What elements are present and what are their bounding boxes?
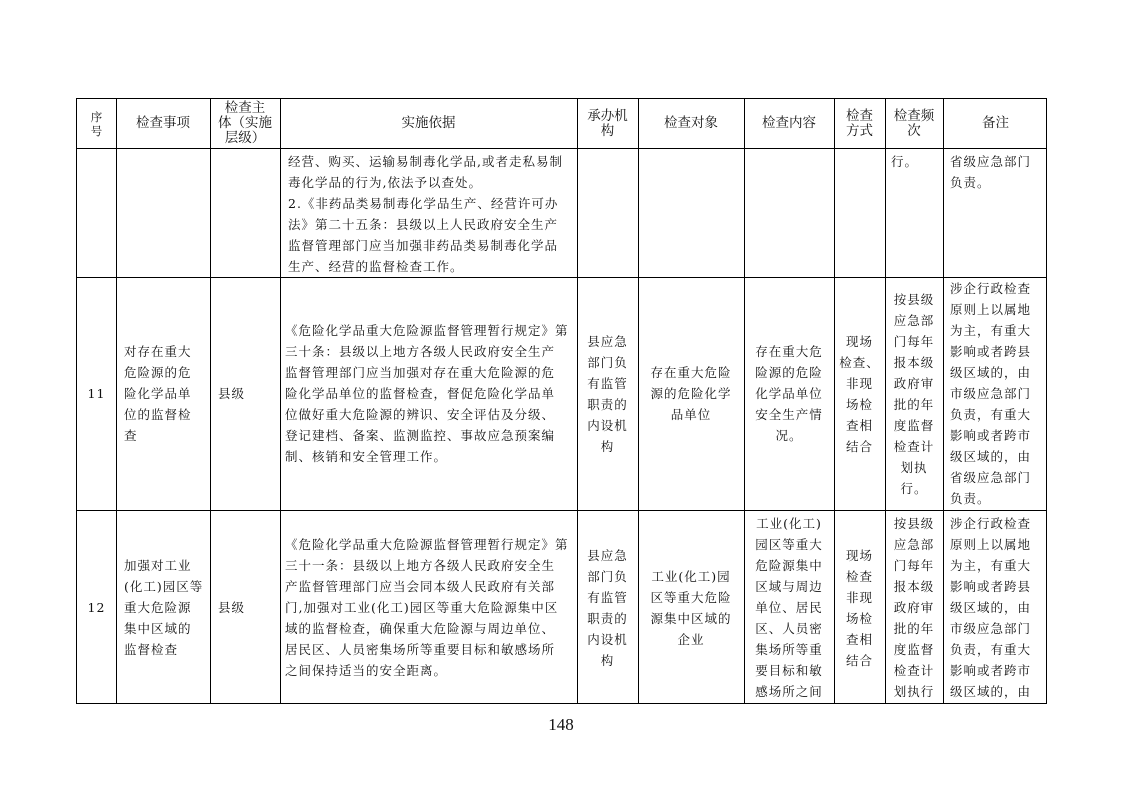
header-freq: 检查频 次: [893, 107, 935, 139]
row-cont-note: 省级应急部门 负责。: [950, 154, 1032, 190]
row11-note: 涉企行政检查 原则上以属地 为主，有重大 影响或者跨县 级区域的，由 市级应急部门 负责，有重大 影响或者跨市 级区域的，由 省级应急部门 负责。: [950, 281, 1032, 506]
inspection-table: [76, 98, 1047, 704]
row12-subject: 县级: [218, 600, 246, 615]
row12-seq: 12: [87, 600, 106, 615]
row-cont-basis: 经营、购买、运输易制毒化学品,或者走私易制 毒化学品的行为,依法予以查处。 2.《非药品类易制毒化学品生产、经营许可办 法》第二十五条：县级以上人民政府安全生产 监督管理部门应当加强非药品类易制毒化学品 生产、经营的监督检查工作。: [288, 154, 563, 274]
row11-method: 现场 检查、 非现 场检 查相 结合: [839, 333, 880, 454]
row11-content: 存在重大危 险源的危险 化学品单位 安全生产情 况。: [755, 344, 823, 443]
header-org: 承办机 构: [587, 107, 628, 139]
header-subject: 检查主 体（实施 层级）: [218, 100, 272, 146]
row-divider: [77, 148, 1046, 149]
header-note: 备注: [982, 115, 1009, 131]
header-seq: 序 号: [90, 109, 103, 138]
row12-note: 涉企行政检查 原则上以属地 为主，有重大 影响或者跨县 级区域的，由 市级应急部门 负责，有重大 影响或者跨市 级区域的，由: [950, 516, 1032, 699]
column-divider: [210, 99, 211, 703]
row12-content: 工业(化工) 园区等重大 危险源集中 区域与周边 单位、居民 区、人员密 集场所等重 要目标和敏 感场所之间: [755, 516, 823, 699]
header-content: 检查内容: [762, 115, 816, 131]
header-basis: 实施依据: [401, 115, 456, 131]
row11-freq: 按县级 应急部 门每年 报本级 政府审 批的年 度监督 检查计 划执 行。: [893, 291, 935, 496]
header-item: 检查事项: [136, 115, 190, 131]
header-method: 检查 方式: [846, 107, 873, 139]
row11-subject: 县级: [218, 386, 246, 401]
row11-seq: 11: [87, 386, 106, 401]
row-cont-freq: 行。: [891, 154, 919, 169]
column-divider: [116, 99, 117, 703]
column-divider: [280, 99, 281, 703]
row12-method: 现场 检查 非现 场检 查相 结合: [845, 547, 873, 668]
header-object: 检查对象: [664, 115, 718, 131]
page-number: 148: [548, 715, 574, 734]
row12-basis: 《危险化学品重大危险源监督管理暂行规定》第 三十一条：县级以上地方各级人民政府安全生 产监督管理部门应当会同本级人民政府有关部 门,加强对工业(化工)园区等重大危险源集中区 域的监督检查，确保重大危险源与周边单位、 居民区、人员密集场所等重要目标和敏感场所 之间保持适当的安全距离。: [285, 537, 569, 678]
row11-org: 县应急 部门负 有监管 职责的 内设机 构: [587, 333, 628, 454]
column-divider: [943, 99, 944, 703]
row11-item: 对存在重大 危险源的危 险化学品单 位的监督检 查: [124, 344, 192, 443]
row12-object: 工业(化工)园 区等重大危险 源集中区域的 企业: [650, 568, 732, 647]
row12-freq: 按县级 应急部 门每年 报本级 政府审 批的年 度监督 检查计 划执行: [893, 516, 935, 699]
row11-object: 存在重大危险 源的危险化学 品单位: [650, 365, 732, 422]
row12-item: 加强对工业 (化工)园区等 重大危险源 集中区域的 监督检查: [124, 558, 204, 657]
row12-org: 县应急 部门负 有监管 职责的 内设机 构: [587, 547, 628, 668]
row11-basis: 《危险化学品重大危险源监督管理暂行规定》第 三十条：县级以上地方各级人民政府安全生产 监督管理部门应当加强对存在重大危险源的危 险化学品单位的监督检查，督促危险化学品单 位做好重大危险源的辨识、安全评估及分级、 登记建档、备案、监测监控、事故应急预案编 制、核销和安全管理工作。: [285, 323, 569, 464]
